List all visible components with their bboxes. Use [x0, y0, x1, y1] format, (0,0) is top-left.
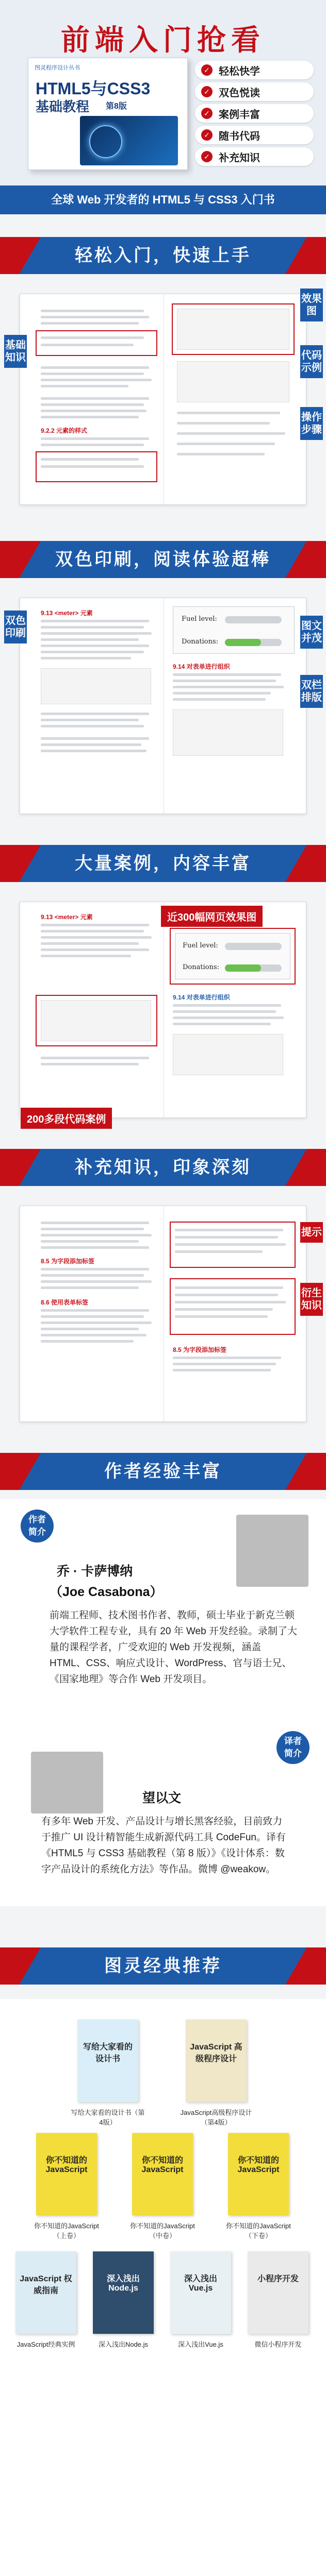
book-caption[interactable]: JavaScript经典实例 — [17, 2341, 75, 2348]
callout-code: 代码示例 — [300, 345, 323, 378]
book-cover-art — [80, 116, 178, 165]
translator-photo — [31, 1752, 103, 1814]
section-banner-books — [0, 1947, 326, 1985]
effect-screenshot — [177, 309, 289, 350]
feature-item — [195, 126, 314, 144]
feature-label: 案例丰富 — [219, 109, 260, 121]
section-banner-supplement — [0, 1149, 326, 1186]
book-cover[interactable]: 你不知道的 JavaScript — [36, 2133, 97, 2215]
section-title: 补充知识，印象深刻 — [75, 1158, 251, 1177]
book-caption[interactable]: 你不知道的JavaScript（下卷） — [226, 2222, 291, 2240]
translator-badge: 译者 简介 — [276, 1731, 309, 1764]
author-section — [0, 1499, 326, 1906]
book-cover[interactable]: 小程序开发 — [248, 2251, 308, 2334]
code-sample — [173, 1034, 283, 1075]
meter-demo — [173, 606, 295, 654]
meter-demo — [175, 933, 290, 979]
sample-spread-4 — [20, 1206, 306, 1422]
code-sample — [41, 1000, 151, 1041]
section-heading: 8.5 为字段添加标签 — [41, 1258, 95, 1265]
author-name-en: （Joe Casabona） — [50, 1585, 163, 1599]
book-recommendations — [0, 1999, 326, 2576]
feature-item — [195, 61, 314, 79]
check-icon: ✓ — [201, 64, 213, 76]
callout-diagram: 图文并茂 — [300, 616, 323, 649]
feature-label: 补充知识 — [219, 152, 260, 164]
section-heading: 9.13 <meter> 元素 — [41, 609, 93, 617]
hero-section — [0, 0, 326, 185]
book-title-line2: 基础教程 — [36, 99, 90, 114]
book-caption[interactable]: 微信小程序开发 — [254, 2341, 302, 2348]
book-cover[interactable]: JavaScript 高级程序设计 — [186, 2020, 247, 2102]
book-cover[interactable]: 深入浅出 Node.js — [93, 2251, 154, 2334]
fuel-label: Fuel level: — [182, 615, 217, 623]
code-sample — [41, 668, 151, 704]
callout-duo-layout: 双栏排版 — [300, 675, 323, 708]
section-title: 轻松入门，快速上手 — [75, 246, 251, 265]
section-heading: 9.2.2 元素的样式 — [41, 427, 88, 434]
book-caption[interactable]: 你不知道的JavaScript（上卷） — [34, 2222, 99, 2240]
donations-label: Donations: — [182, 638, 219, 646]
book-caption[interactable]: 你不知道的JavaScript（中卷） — [130, 2222, 195, 2240]
feature-label: 轻松快学 — [219, 65, 260, 77]
callout-duo: 双色印刷 — [4, 611, 27, 643]
book-caption[interactable]: 深入浅出Vue.js — [178, 2341, 223, 2348]
section-banner-easy — [0, 237, 326, 274]
section-banner-author — [0, 1453, 326, 1490]
donations-label: Donations: — [183, 963, 220, 971]
feature-item — [195, 104, 314, 123]
feature-item — [195, 82, 314, 101]
section-title: 双色印刷，阅读体验超棒 — [55, 550, 271, 569]
sample-spread-1 — [20, 294, 306, 505]
meter-bar — [225, 943, 282, 950]
book-cover[interactable]: 你不知道的 JavaScript — [228, 2133, 289, 2215]
author-photo — [236, 1515, 308, 1587]
book-cover[interactable]: 你不知道的 JavaScript — [132, 2133, 193, 2215]
section-heading: 9.13 <meter> 元素 — [41, 913, 93, 921]
meter-bar-fill — [225, 639, 261, 646]
callout-basic: 基础知识 — [4, 335, 27, 368]
check-icon: ✓ — [201, 151, 213, 162]
section-title: 作者经验丰富 — [104, 1462, 222, 1481]
feature-label: 双色悦读 — [219, 87, 260, 99]
callout-expand: 衍生知识 — [300, 1283, 323, 1316]
book-cover[interactable]: 深入浅出 Vue.js — [170, 2251, 231, 2334]
hero-tagline: 全球 Web 开发者的 HTML5 与 CSS3 入门书 — [0, 185, 326, 214]
check-icon: ✓ — [201, 129, 213, 141]
callout-tip: 提示 — [300, 1222, 323, 1243]
feature-list — [195, 61, 314, 169]
translator-name: 望以文 — [142, 1791, 182, 1805]
book-cover — [28, 58, 188, 170]
callout-steps: 操作步骤 — [300, 407, 323, 440]
fuel-label: Fuel level: — [183, 942, 218, 950]
hero-title: 前端入门抢看 — [61, 24, 265, 56]
book-cover[interactable]: JavaScript 权威指南 — [15, 2251, 76, 2334]
section-title: 图灵经典推荐 — [104, 1956, 222, 1976]
check-icon: ✓ — [201, 86, 213, 97]
feature-label: 随书代码 — [219, 130, 260, 142]
feature-item — [195, 147, 314, 166]
book-edition: 第8版 — [106, 102, 127, 111]
code-sample — [173, 709, 283, 756]
book-series: 图灵程序设计丛书 — [35, 65, 80, 71]
section-heading: 8.6 使用表单标签 — [41, 1299, 89, 1306]
book-cover[interactable]: 写给大家看的设计书 — [77, 2020, 138, 2102]
meter-bar-fill — [225, 964, 261, 972]
author-badge: 作者 简介 — [21, 1510, 54, 1543]
section-banner-color — [0, 541, 326, 578]
check-icon: ✓ — [201, 108, 213, 119]
section-heading: 8.5 为字段添加标签 — [173, 1346, 227, 1353]
book-caption[interactable]: 深入浅出Node.js — [98, 2341, 149, 2348]
book-caption[interactable]: JavaScript高级程序设计（第4版） — [180, 2109, 252, 2126]
translator-bio: 有多年 Web 开发、产品设计与增长黑客经验，目前致力于推广 UI 设计精智能生成新源代码工具 CodeFun。译有《HTML5 与 CSS3 基础教程（第 8 版）》《设计体系：数字产品设计的系统化方法》等作品。微博 @weakow。 — [41, 1816, 286, 1875]
section-title: 大量案例，内容丰富 — [75, 854, 251, 873]
book-title-line1: HTML5与CSS3 — [36, 79, 151, 98]
book-caption[interactable]: 写给大家看的设计书（第4版） — [71, 2109, 145, 2126]
callout-cases-top: 近300幅网页效果图 — [161, 906, 263, 927]
callout-cases-bottom: 200多段代码案例 — [21, 1108, 112, 1129]
highlight-box — [36, 330, 157, 356]
author-name-cn: 乔 · 卡萨博纳 — [57, 1564, 133, 1579]
section-heading: 9.14 对表单进行组织 — [173, 994, 230, 1001]
meter-bar — [225, 616, 282, 623]
section-heading: 9.14 对表单进行组织 — [173, 663, 230, 670]
code-sample — [177, 361, 289, 402]
sample-spread-2 — [20, 598, 306, 814]
section-banner-cases — [0, 845, 326, 882]
sample-spread-3 — [20, 902, 306, 1118]
author-bio: 前端工程师、技术图书作者、教师，硕士毕业于新克兰顿大学软件工程专业，具有 20 年 Web 开发经验。录制了大量的课程学者，广受欢迎的 Web 开发视频，涵盖 HTML、CSS、响应式设计、WordPress、官与语士兄、《国家地理》等合作 Web 开发项目。 — [50, 1610, 297, 1685]
callout-effect: 效果图 — [300, 289, 323, 321]
